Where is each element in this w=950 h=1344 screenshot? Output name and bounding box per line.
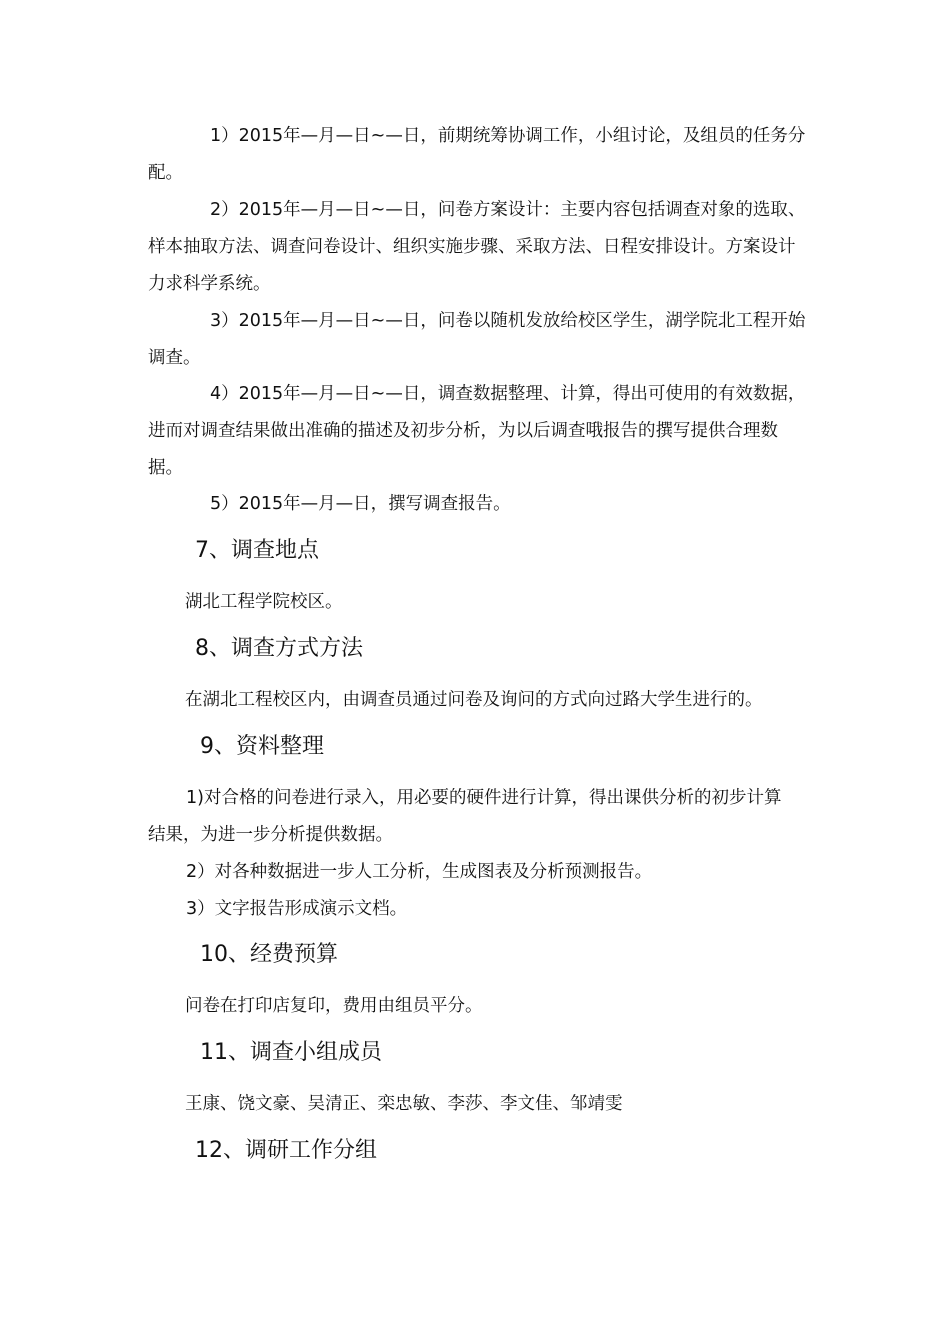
- schedule-item-3-text: 3）2015年—月—日~—日，问卷以随机发放给校区学生，湖学院北工程开始调查。: [148, 311, 806, 368]
- section-8-heading: 8、调查方式方法: [195, 636, 363, 661]
- section-9-heading: 9、资料整理: [200, 734, 324, 759]
- schedule-item-1-text: 1）2015年—月—日~—日，前期统筹协调工作，小组讨论，及组员的任务分配。: [148, 126, 806, 183]
- section-11-body: 王康、饶文豪、吴清正、栾忠敏、李莎、李文佳、邹靖雯: [185, 1094, 623, 1114]
- section-11-heading: 11、调查小组成员: [200, 1040, 382, 1065]
- section-9-item-3: 3）文字报告形成演示文档。: [186, 899, 408, 919]
- schedule-item-2-text: 2）2015年—月—日~—日，问卷方案设计：主要内容包括调查对象的选取、样本抽取方法、调查问卷设计、组织实施步骤、采取方法、日程安排设计。方案设计力求科学系统。: [148, 200, 806, 294]
- section-10-body: 问卷在打印店复印，费用由组员平分。: [185, 996, 483, 1016]
- schedule-item-3: [148, 303, 808, 377]
- section-10-heading: 10、经费预算: [200, 942, 338, 967]
- schedule-item-5: 5）2015年—月—日，撰写调查报告。: [210, 494, 511, 514]
- schedule-item-1: [148, 118, 808, 192]
- section-7-heading: 7、调查地点: [195, 538, 319, 563]
- schedule-item-2: [148, 192, 808, 303]
- schedule-item-4: [148, 376, 808, 487]
- section-9-item-1-text: 1)对合格的问卷进行录入，用必要的硬件进行计算，得出课供分析的初步计算结果，为进一步分析提供数据。: [148, 788, 782, 845]
- section-12-heading: 12、调研工作分组: [195, 1138, 377, 1163]
- section-8-body: 在湖北工程校区内，由调查员通过问卷及询问的方式向过路大学生进行的。: [185, 690, 763, 710]
- section-9-item-1: [148, 780, 798, 854]
- section-7-body: 湖北工程学院校区。: [185, 592, 343, 612]
- section-9-item-2: 2）对各种数据进一步人工分析，生成图表及分析预测报告。: [186, 862, 653, 882]
- schedule-item-4-text: 4）2015年—月—日~—日，调查数据整理、计算，得出可使用的有效数据，进而对调查结果做出准确的描述及初步分析，为以后调查哦报告的撰写提供合理数据。: [148, 384, 806, 478]
